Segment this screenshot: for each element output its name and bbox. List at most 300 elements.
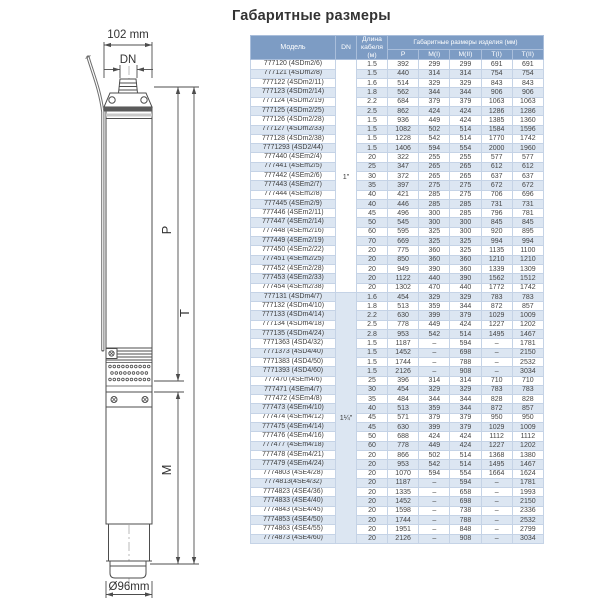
table-row [251, 469, 544, 478]
cable-length-cell: 1.5 [357, 134, 388, 143]
dim-t2-cell: 906 [512, 88, 543, 97]
dim-m2-cell: 265 [450, 162, 481, 171]
dim-m2-cell: 424 [450, 116, 481, 125]
cable-length-cell: 60 [357, 227, 388, 236]
dim-p-cell: 1070 [388, 469, 419, 478]
dim-t2-cell: 637 [512, 172, 543, 181]
col-header-cable: Длина кабеля (м) [357, 36, 388, 60]
dimensions-table-body [251, 60, 544, 543]
dim-p-cell: 1452 [388, 348, 419, 357]
dim-t1-cell: 612 [481, 162, 512, 171]
dim-p-cell: 1082 [388, 125, 419, 134]
dim-t2-cell: 1993 [512, 488, 543, 497]
dim-p-label: P [159, 225, 174, 235]
dim-m2-cell: 908 [450, 534, 481, 543]
dim-m2-cell: 329 [450, 385, 481, 394]
cable-length-cell: 2.2 [357, 97, 388, 106]
table-row [251, 199, 544, 208]
model-cell: 777473 (4SEm4/10) [251, 404, 336, 413]
dim-t2-cell: 781 [512, 209, 543, 218]
dim-t1-cell: 783 [481, 385, 512, 394]
dim-t1-cell: 672 [481, 181, 512, 190]
ear-hole-left [109, 97, 115, 103]
cable-length-cell: 1.5 [357, 60, 388, 69]
dim-m2-cell: 329 [450, 292, 481, 301]
dim-m1-cell: 255 [419, 153, 450, 162]
dim-m2-cell: 300 [450, 227, 481, 236]
dim-m1-cell: 449 [419, 441, 450, 450]
dim-p-cell: 514 [388, 79, 419, 88]
dim-m2-cell: 658 [450, 488, 481, 497]
dim-t2-cell: 1202 [512, 441, 543, 450]
model-cell: 777454 (4SEm2/38) [251, 283, 336, 292]
dim-t2-cell: 857 [512, 404, 543, 413]
model-cell: 777450 (4SEm2/22) [251, 246, 336, 255]
model-cell: 777475 (4SEm4/14) [251, 423, 336, 432]
col-header-dim: M(I) [419, 49, 450, 60]
cable-length-cell: 30 [357, 385, 388, 394]
cable-length-cell: 20 [357, 497, 388, 506]
cable-length-cell: 2.5 [357, 320, 388, 329]
dim-p-cell: 1122 [388, 274, 419, 283]
table-row [251, 413, 544, 422]
dim-m1-cell: – [419, 525, 450, 534]
dim-m2-cell: 594 [450, 339, 481, 348]
dim-t2-cell: 994 [512, 237, 543, 246]
dim-t2-cell: 1112 [512, 432, 543, 441]
dim-t2-cell: 696 [512, 190, 543, 199]
table-row [251, 348, 544, 357]
dim-t2-cell: 1360 [512, 116, 543, 125]
cable-length-cell: 20 [357, 506, 388, 515]
dim-t2-cell: 2336 [512, 506, 543, 515]
model-cell: 777132 (4SDm4/10) [251, 302, 336, 311]
dim-t1-cell: 1495 [481, 460, 512, 469]
dim-p-cell: 396 [388, 376, 419, 385]
dim-t1-cell: 1562 [481, 274, 512, 283]
table-row [251, 525, 544, 534]
dim-t2-cell: 828 [512, 395, 543, 404]
table-row [251, 320, 544, 329]
cable-length-cell: 45 [357, 413, 388, 422]
dim-m2-cell: 594 [450, 478, 481, 487]
model-cell: 777477 (4SEm4/18) [251, 441, 336, 450]
dim-t1-cell: 920 [481, 227, 512, 236]
dim-t1-cell: 706 [481, 190, 512, 199]
dim-m1-cell: 399 [419, 311, 450, 320]
table-row [251, 172, 544, 181]
model-cell: 777445 (4SEm2/9) [251, 199, 336, 208]
dim-t2-cell: 691 [512, 60, 543, 69]
dim-m1-cell: – [419, 497, 450, 506]
model-cell: 777441 (4SEm2/5) [251, 162, 336, 171]
model-cell: 777135 (4SDm4/24) [251, 330, 336, 339]
dim-dn-label: DN [119, 54, 137, 66]
dim-m2-cell: 738 [450, 506, 481, 515]
table-row [251, 302, 544, 311]
dim-t1-cell: 754 [481, 69, 512, 78]
dim-m1-cell: – [419, 515, 450, 524]
table-row [251, 488, 544, 497]
dim-t1-cell: 1135 [481, 246, 512, 255]
cable-length-cell: 35 [357, 395, 388, 404]
dim-p-cell: 1302 [388, 283, 419, 292]
dim-t1-cell: – [481, 488, 512, 497]
pump-body [104, 107, 152, 578]
dim-t2-cell: 1009 [512, 311, 543, 320]
dim-t2-cell: 843 [512, 79, 543, 88]
table-row [251, 292, 544, 301]
dim-m2-cell: 514 [450, 330, 481, 339]
model-cell: 777448 (4SEm2/16) [251, 227, 336, 236]
dim-t1-cell: 710 [481, 376, 512, 385]
table-row [251, 264, 544, 273]
dim-m1-cell: 360 [419, 255, 450, 264]
model-cell: 777126 (4SDm2/28) [251, 116, 336, 125]
cable-length-cell: 20 [357, 255, 388, 264]
ear-hole-right [141, 97, 147, 103]
dim-p-cell: 1187 [388, 478, 419, 487]
cable-clamp [106, 349, 117, 359]
dim-m2-cell: 275 [450, 190, 481, 199]
model-cell: 777121 (4SDm2/8) [251, 69, 336, 78]
table-row [251, 339, 544, 348]
dim-t2-cell: 845 [512, 218, 543, 227]
table-row [251, 534, 544, 543]
dim-t2-cell: 1781 [512, 339, 543, 348]
model-cell: 7774863 (4SE4/55) [251, 525, 336, 534]
dim-t1-cell: 1339 [481, 264, 512, 273]
model-cell: 7771383 (4SD4/50) [251, 357, 336, 366]
cable-length-cell: 30 [357, 172, 388, 181]
table-row [251, 246, 544, 255]
dim-m1-cell: 449 [419, 116, 450, 125]
dim-p-cell: 2126 [388, 367, 419, 376]
dim-p-cell: 397 [388, 181, 419, 190]
dim-t1-cell: 1385 [481, 116, 512, 125]
cable-length-cell: 1.5 [357, 69, 388, 78]
dim-m2-cell: 360 [450, 264, 481, 273]
dim-m1-cell: 275 [419, 181, 450, 190]
dim-t1-cell: 1029 [481, 423, 512, 432]
dim-p-cell: 778 [388, 320, 419, 329]
cable-length-cell: 20 [357, 488, 388, 497]
dim-m1-cell: 440 [419, 274, 450, 283]
dim-t1-cell: 1029 [481, 311, 512, 320]
model-cell: 777127 (4SDm2/33) [251, 125, 336, 134]
dim-m1-cell: 325 [419, 237, 450, 246]
dim-m1-cell: 594 [419, 144, 450, 153]
dim-t1-cell: – [481, 348, 512, 357]
dim-t1-cell: 1227 [481, 441, 512, 450]
dim-m1-cell: 299 [419, 60, 450, 69]
cable-length-cell: 45 [357, 423, 388, 432]
dim-p-cell: 2126 [388, 534, 419, 543]
dim-t2-cell: 2532 [512, 515, 543, 524]
dim-p-cell: 454 [388, 385, 419, 394]
cable-length-cell: 1.5 [357, 125, 388, 134]
dim-t1-cell: 843 [481, 79, 512, 88]
dim-t1-cell: 950 [481, 413, 512, 422]
dim-t1-cell: 1112 [481, 432, 512, 441]
cable-length-cell: 20 [357, 450, 388, 459]
dim-p-cell: 630 [388, 423, 419, 432]
dim-t2-cell: 710 [512, 376, 543, 385]
dim-m1-cell: 594 [419, 469, 450, 478]
dim-t2-cell: 1063 [512, 97, 543, 106]
dim-t [150, 87, 199, 564]
dim-m1-cell: 344 [419, 88, 450, 97]
cable-length-cell: 20 [357, 469, 388, 478]
dim-t2-cell: 731 [512, 199, 543, 208]
dim-t2-cell: 672 [512, 181, 543, 190]
dim-m2-cell: 514 [450, 450, 481, 459]
cable-length-cell: 25 [357, 162, 388, 171]
table-row [251, 404, 544, 413]
dim-p-cell: 949 [388, 264, 419, 273]
dim-m1-cell: 314 [419, 376, 450, 385]
cable-length-cell: 1.5 [357, 367, 388, 376]
col-header-dims-group: Габаритные размеры изделия (мм) [388, 36, 544, 50]
dim-p-cell: 513 [388, 404, 419, 413]
dim-t2-cell: 1781 [512, 478, 543, 487]
dim-m1-cell: 502 [419, 125, 450, 134]
cable-length-cell: 20 [357, 153, 388, 162]
dim-m1-cell: 502 [419, 450, 450, 459]
table-row [251, 460, 544, 469]
dim-m1-cell: 424 [419, 432, 450, 441]
model-cell: 777128 (4SDm2/38) [251, 134, 336, 143]
model-cell: 777123 (4SDm2/14) [251, 88, 336, 97]
dim-p-cell: 545 [388, 218, 419, 227]
dim-m1-cell: 390 [419, 264, 450, 273]
dim-m1-cell: 265 [419, 172, 450, 181]
dim-t1-cell: 1495 [481, 330, 512, 339]
dim-m1-cell: 542 [419, 330, 450, 339]
dim-m [154, 392, 184, 564]
dim-m2-cell: 285 [450, 199, 481, 208]
cable-length-cell: 1.5 [357, 339, 388, 348]
dim-m1-cell: 329 [419, 292, 450, 301]
dim-p-cell: 850 [388, 255, 419, 264]
dim-m2-cell: 424 [450, 320, 481, 329]
table-row [251, 162, 544, 171]
table-row [251, 69, 544, 78]
dim-m2-cell: 344 [450, 404, 481, 413]
cable-length-cell: 20 [357, 246, 388, 255]
dim-m1-cell: 285 [419, 190, 450, 199]
table-row [251, 116, 544, 125]
dim-p-cell: 778 [388, 441, 419, 450]
dim-m2-cell: 424 [450, 432, 481, 441]
dim-m2-cell: 390 [450, 274, 481, 283]
model-cell: 777122 (4SDm2/11) [251, 79, 336, 88]
dim-p-cell: 372 [388, 172, 419, 181]
col-header-dn: DN [336, 36, 357, 60]
dim-102mm-label: 102 mm [107, 29, 149, 41]
dim-p-cell: 347 [388, 162, 419, 171]
dim-t2-cell: 1210 [512, 255, 543, 264]
model-cell: 7771393 (4SD4/60) [251, 367, 336, 376]
dim-t2-cell: 612 [512, 162, 543, 171]
dim-t2-cell: 950 [512, 413, 543, 422]
model-cell: 777444 (4SEm2/8) [251, 190, 336, 199]
dim-m1-cell: 329 [419, 385, 450, 394]
dim-t1-cell: – [481, 367, 512, 376]
dim-p-cell: 630 [388, 311, 419, 320]
dim-t2-cell: 1467 [512, 330, 543, 339]
table-row [251, 144, 544, 153]
cable-length-cell: 20 [357, 274, 388, 283]
table-row [251, 79, 544, 88]
model-cell: 7774813(4SE4/32) [251, 478, 336, 487]
dim-t1-cell: 872 [481, 302, 512, 311]
table-row [251, 60, 544, 69]
cable-length-cell: 60 [357, 441, 388, 450]
table-row [251, 357, 544, 366]
model-cell: 777451 (4SEm2/25) [251, 255, 336, 264]
cable-length-cell: 45 [357, 209, 388, 218]
dim-t1-cell: – [481, 339, 512, 348]
dim-m1-cell: 449 [419, 320, 450, 329]
model-cell: 777474 (4SEm4/12) [251, 413, 336, 422]
table-row [251, 274, 544, 283]
table-row [251, 237, 544, 246]
dim-t1-cell: 1286 [481, 106, 512, 115]
dim-p-cell: 1598 [388, 506, 419, 515]
dim-m2-cell: 908 [450, 367, 481, 376]
dim-dn [104, 54, 153, 78]
dim-t1-cell: 1227 [481, 320, 512, 329]
table-row [251, 497, 544, 506]
table-row [251, 385, 544, 394]
dim-p-cell: 669 [388, 237, 419, 246]
dim-t2-cell: 857 [512, 302, 543, 311]
dim-p-cell: 688 [388, 432, 419, 441]
table-row [251, 106, 544, 115]
dim-p-cell: 1744 [388, 357, 419, 366]
model-cell: 777478 (4SEm4/21) [251, 450, 336, 459]
dim-m1-cell: – [419, 348, 450, 357]
model-cell: 7774843 (4SE4/45) [251, 506, 336, 515]
dim-m2-cell: 379 [450, 97, 481, 106]
model-cell: 777447 (4SEm2/14) [251, 218, 336, 227]
dim-m1-cell: 300 [419, 218, 450, 227]
cable-length-cell: 1.6 [357, 292, 388, 301]
dim-m1-cell: 542 [419, 460, 450, 469]
dim-m2-cell: 379 [450, 413, 481, 422]
dim-m2-cell: 554 [450, 144, 481, 153]
dim-t1-cell: 872 [481, 404, 512, 413]
dim-t1-cell: – [481, 506, 512, 515]
dim-t2-cell: 1512 [512, 274, 543, 283]
dim-p-cell: 562 [388, 88, 419, 97]
dim-p-cell: 496 [388, 209, 419, 218]
dim-m2-cell: 424 [450, 106, 481, 115]
dim-m1-cell: 359 [419, 404, 450, 413]
dim-m2-cell: 255 [450, 153, 481, 162]
dim-p-cell: 440 [388, 69, 419, 78]
dim-m2-cell: 698 [450, 497, 481, 506]
bottom-cap [110, 561, 146, 578]
cable [86, 56, 103, 351]
dim-t1-cell: 577 [481, 153, 512, 162]
table-row [251, 218, 544, 227]
dim-m2-cell: 440 [450, 283, 481, 292]
cable-length-cell: 35 [357, 181, 388, 190]
dim-t2-cell: 1624 [512, 469, 543, 478]
table-row [251, 478, 544, 487]
table-row [251, 395, 544, 404]
dim-m2-cell: 325 [450, 237, 481, 246]
cable-length-cell: 70 [357, 237, 388, 246]
table-row [251, 181, 544, 190]
model-cell: 777443 (4SEm2/7) [251, 181, 336, 190]
table-row [251, 515, 544, 524]
cable-length-cell: 50 [357, 218, 388, 227]
dim-m2-cell: 265 [450, 172, 481, 181]
dim-t1-cell: 1063 [481, 97, 512, 106]
dim-p-cell: 684 [388, 97, 419, 106]
dim-p-cell: 1187 [388, 339, 419, 348]
dim-p-cell: 454 [388, 292, 419, 301]
dim-t2-cell: 2150 [512, 497, 543, 506]
pump-head [104, 79, 152, 107]
dim-m1-cell: – [419, 488, 450, 497]
dim-96mm-label: Ø96mm [108, 581, 150, 593]
dim-m2-cell: 344 [450, 88, 481, 97]
cable-length-cell: 20 [357, 515, 388, 524]
dim-t2-cell: 2799 [512, 525, 543, 534]
dim-p-cell: 1744 [388, 515, 419, 524]
cable-length-cell: 1.8 [357, 88, 388, 97]
dn-cell: 1" [336, 60, 357, 292]
model-cell: 777472 (4SEm4/8) [251, 395, 336, 404]
cable-length-cell: 20 [357, 283, 388, 292]
dim-p-cell: 953 [388, 460, 419, 469]
dim-m2-cell: 285 [450, 209, 481, 218]
dim-t1-cell: – [481, 497, 512, 506]
dim-p-cell: 862 [388, 106, 419, 115]
table-row [251, 227, 544, 236]
dim-t1-cell: 845 [481, 218, 512, 227]
dim-p-cell: 421 [388, 190, 419, 199]
pump-diagram [0, 0, 250, 600]
cable-length-cell: 40 [357, 190, 388, 199]
dim-m1-cell: 542 [419, 134, 450, 143]
table-row [251, 209, 544, 218]
table-row [251, 311, 544, 320]
model-cell: 777120 (4SDm2/6) [251, 60, 336, 69]
table-row [251, 125, 544, 134]
dim-t2-cell: 1380 [512, 450, 543, 459]
dim-m2-cell: 275 [450, 181, 481, 190]
table-row [251, 255, 544, 264]
cable-length-cell: 1.8 [357, 302, 388, 311]
dn-cell: 1¼" [336, 292, 357, 543]
dim-m2-cell: 329 [450, 79, 481, 88]
dim-m1-cell: – [419, 339, 450, 348]
dim-p-cell: 775 [388, 246, 419, 255]
dim-m2-cell: 514 [450, 134, 481, 143]
col-header-dim: P [388, 49, 419, 60]
dim-t1-cell: 994 [481, 237, 512, 246]
dim-t1-cell: 906 [481, 88, 512, 97]
dim-m1-cell: 325 [419, 227, 450, 236]
dim-m1-cell: 359 [419, 302, 450, 311]
table-row [251, 376, 544, 385]
dim-t2-cell: 2532 [512, 357, 543, 366]
